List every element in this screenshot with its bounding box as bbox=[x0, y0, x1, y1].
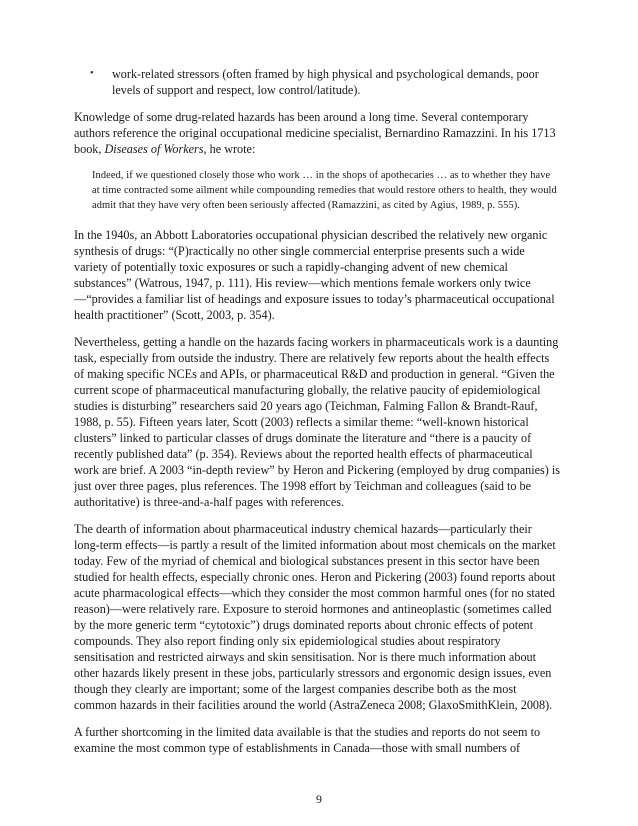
paragraph-ramazzini bbox=[74, 109, 560, 157]
paragraph-ramazzini-before: Knowledge of some drug-related hazards has been around a long time. Several contemporary authors reference the original occupational medicine specialist, Bernardino Ramazzini. In his 1713 book, bbox=[74, 110, 556, 156]
document-page bbox=[74, 66, 560, 767]
bullet-item bbox=[90, 66, 560, 98]
book-title: Diseases of Workers bbox=[104, 142, 204, 156]
paragraph-shortcoming: A further shortcoming in the limited data available is that the studies and reports do not seem to examine the most common type of establishments in Canada—those with small numbers of bbox=[74, 725, 541, 755]
bullet-icon: • bbox=[90, 68, 94, 79]
paragraph-ramazzini-after: , he wrote: bbox=[203, 142, 256, 156]
paragraph-hazards: Nevertheless, getting a handle on the hazards facing workers in pharmaceuticals work is a daunting task, especially from outside the industry. There are relatively few reports about the health effects of making specific NCEs and APIs, or pharmaceutical R&D and production in general. “Given the current scope of pharmaceutical manufacturing globally, the relative paucity of epidemiological studies is disturbing” researchers said 20 years ago (Teichman, Falming Fallon & Brandt-Rauf, 1988, p. 55). Fifteen years later, Scott (2003) reflects a similar theme: “well-known historical clusters” linked to particular classes of drugs dominate the literature and “there is a paucity of recently published data” (p. 354). Reviews about the reported health effects of pharmaceutical work are brief. A 2003 “in-depth review” by Heron and Pickering (employed by drug companies) is just over three pages, plus references. The 1998 effort by Teichman and colleagues (said to be authoritative) is three-and-a-half pages with references. bbox=[74, 335, 561, 509]
block-quote: Indeed, if we questioned closely those who work … in the shops of apothecaries … as to whether they have at time contracted some ailment while compounding remedies that would restore others to health, they would admit that they have very often been seriously affected (Ramazzini, as cited by Agius, 1989, p. 555). bbox=[92, 170, 557, 211]
paragraph-abbott: In the 1940s, an Abbott Laboratories occupational physician described the relatively new organic synthesis of drugs: “(P)ractically no other single commercial enterprise presents such a wide variety of potentially toxic exposures or such a rapidly-changing advent of new chemical substances” (Watrous, 1947, p. 111). His review—which mentions female workers only twice—“provides a familiar list of headings and exposure issues to today’s pharmaceutical occupational health practitioner” (Scott, 2003, p. 354). bbox=[74, 228, 555, 322]
paragraph-dearth: The dearth of information about pharmaceutical industry chemical hazards—particularly their long-term effects—is partly a result of the limited information about most chemicals on the market today. Few of the myriad of chemical and biological substances present in this sector have been studied for health effects, especially chronic ones. Heron and Pickering (2003) found reports about acute pharmacological effects—which they consider the most common harmful ones (for no stated reason)—were relatively rare. Exposure to steroid hormones and antineoplastic (sometimes called by the more generic term “cytotoxic”) drugs dominated reports about chronic effects of potent compounds. They also report finding only six epidemiological studies about respiratory sensitisation and restricted airways and skin sensitisation. Nor is there much information about other hazards likely present in these jobs, particularly stressors and ergonomic design issues, even though they clearly are important; some of the largest companies describe both as the most common hazards in their facilities around the world (AstraZeneca 2008; GlaxoSmithKlein, 2008). bbox=[74, 522, 556, 712]
page-number: 9 bbox=[316, 792, 322, 806]
bullet-text: work-related stressors (often framed by high physical and psychological demands, poor levels of support and respect, low control/latitude). bbox=[112, 67, 539, 97]
